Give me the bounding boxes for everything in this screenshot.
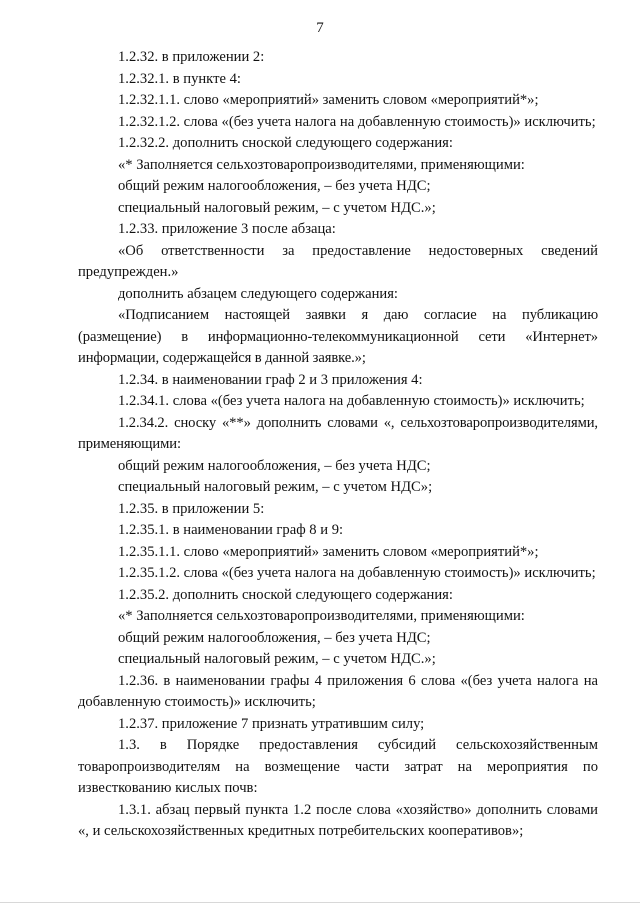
paragraph-1-2-34-2: 1.2.34.2. сноску «**» дополнить словами «, сельхозтоваропроизводителями, применяющими: — [78, 414, 598, 452]
footnote-line-3: специальный налоговый режим, – с учетом НДС.»; — [118, 199, 436, 216]
paragraph-1-2-34-1: 1.2.34.1. слова «(без учета налога на добавленную стоимость)» исключить; — [118, 393, 585, 409]
document-body — [78, 47, 598, 843]
footnote-line-4: общий режим налогообложения, – без учета НДС; — [118, 457, 431, 474]
footnote-line-1: «* Заполняется сельхозтоваропроизводителями, применяющими: — [118, 156, 525, 173]
paragraph-1-2-37: 1.2.37. приложение 7 признать утратившим силу; — [118, 715, 425, 732]
paragraph-1-2-32: 1.2.32. в приложении 2: — [118, 49, 265, 65]
paragraph-1-2-32-2: 1.2.32.2. дополнить сноской следующего содержания: — [118, 135, 453, 151]
paragraph-1-2-35-1: 1.2.35.1. в наименовании граф 8 и 9: — [118, 522, 344, 538]
footnote-line-2: общий режим налогообложения, – без учета НДС; — [118, 178, 431, 194]
paragraph-1-2-32-1-2: 1.2.32.1.2. слова «(без учета налога на добавленную стоимость)» исключить; — [118, 113, 596, 130]
paragraph-1-2-33: 1.2.33. приложение 3 после абзаца: — [118, 221, 336, 237]
quoted-responsibility-paragraph: «Об ответственности за предоставление недостоверных сведений предупрежден.» — [78, 242, 598, 280]
paragraph-1-2-36: 1.2.36. в наименовании графы 4 приложения 6 слова «(без учета налога на добавленную стоимость)» исключить; — [78, 672, 598, 710]
quoted-consent-paragraph: «Подписанием настоящей заявки я даю согласие на публикацию (размещение) в информационно-телекоммуникационной сети «Интернет» информации, содержащейся в данной заявке.»; — [78, 307, 598, 366]
paragraph-add-clause: дополнить абзацем следующего содержания: — [118, 285, 398, 302]
page-number: 7 — [316, 20, 324, 36]
page-bottom-edge — [0, 902, 640, 903]
paragraph-1-2-35-1-1: 1.2.35.1.1. слово «мероприятий» заменить словом «мероприятий*»; — [118, 543, 539, 560]
paragraph-1-2-35-1-2: 1.2.35.1.2. слова «(без учета налога на добавленную стоимость)» исключить; — [118, 565, 596, 581]
footnote-line-5: специальный налоговый режим, – с учетом НДС»; — [118, 479, 433, 495]
paragraph-1-3-1: 1.3.1. абзац первый пункта 1.2 после слова «хозяйство» дополнить словами «, и сельскохозяйственных кредитных потребительских кооперативов»; — [78, 801, 598, 839]
paragraph-1-2-35-2: 1.2.35.2. дополнить сноской следующего содержания: — [118, 586, 453, 603]
paragraph-1-2-32-1: 1.2.32.1. в пункте 4: — [118, 70, 241, 87]
footnote-line-6: «* Заполняется сельхозтоваропроизводителями, применяющими: — [118, 608, 525, 624]
paragraph-1-2-32-1-1: 1.2.32.1.1. слово «мероприятий» заменить словом «мероприятий*»; — [118, 92, 539, 108]
footnote-line-7: общий режим налогообложения, – без учета НДС; — [118, 629, 431, 646]
paragraph-1-3: 1.3. в Порядке предоставления субсидий сельскохозяйственным товаропроизводителям на возмещение части затрат на мероприятия по известкованию кислых почв: — [78, 737, 598, 796]
footnote-line-8: специальный налоговый режим, – с учетом НДС.»; — [118, 651, 436, 667]
paragraph-1-2-34: 1.2.34. в наименовании граф 2 и 3 приложения 4: — [118, 371, 423, 388]
paragraph-1-2-35: 1.2.35. в приложении 5: — [118, 500, 265, 517]
